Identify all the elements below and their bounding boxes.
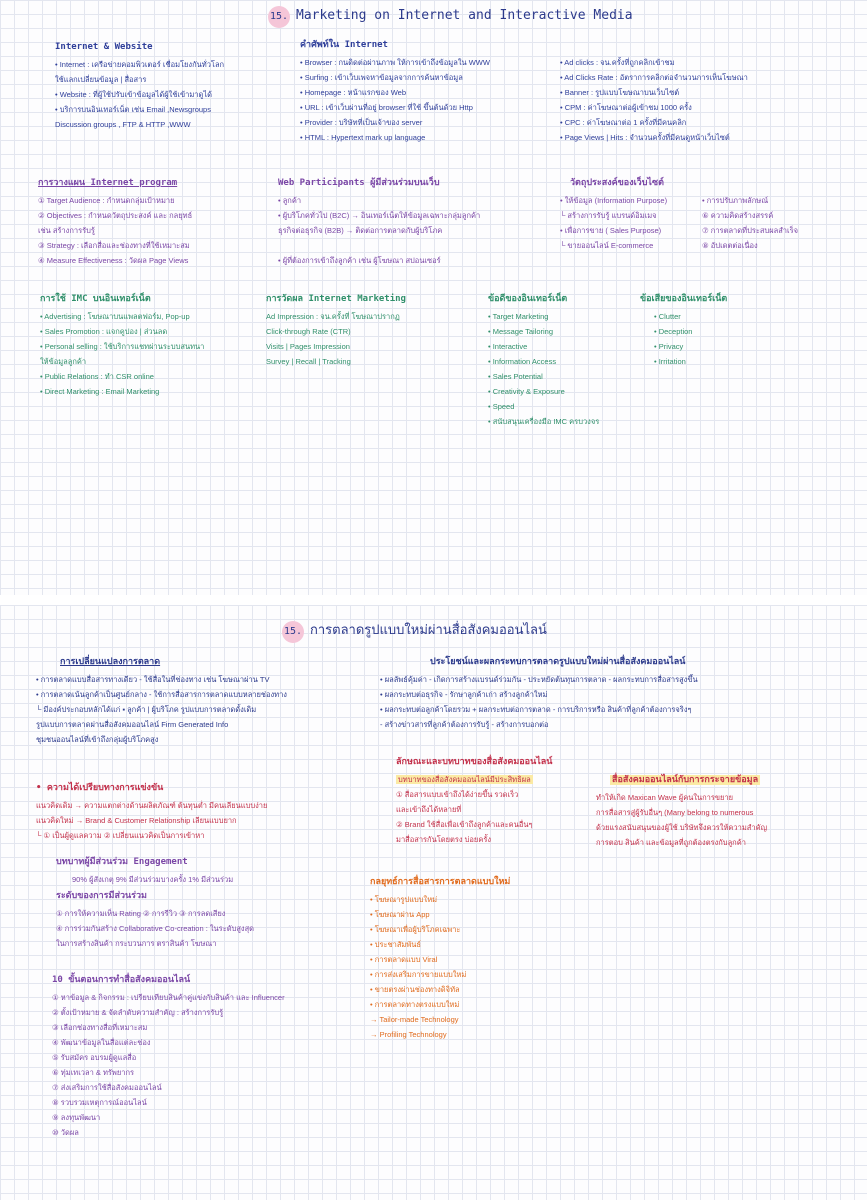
list-item: • Website : ที่ผู้ใช้ปรับเข้าข้อมูลได้ผู้ใช้เข้ามาดูได้ [55, 90, 212, 99]
list-item: • โฆษณาผ่าน App [370, 910, 430, 919]
list-item: ③ Strategy : เลือกสื่อและช่องทางที่ใช้เหมาะสม [38, 241, 190, 250]
section-heading: การวางแผน Internet program [38, 178, 178, 188]
list-item: - สร้างข่าวสารที่ลูกค้าต้องการรับรู้ - สร้างการบอกต่อ [380, 720, 549, 729]
list-item: └ ① เป็นผู้ดูแลความ ② เปลี่ยนแนวคิดเป็นการเข้าหา [36, 831, 205, 840]
section-heading: ประโยชน์และผลกระทบการตลาดรูปแบบใหม่ผ่านสื่อสังคมออนไลน์ [430, 657, 686, 667]
list-item: • Browser : กนดิดต่อผ่านภาพ ให้การเข้าถึงข้อมูลใน WWW [300, 58, 490, 67]
note-page-1 [0, 0, 867, 595]
list-item: • CPM : ค่าโฆษณาต่อผู้เข้าชม 1000 ครั้ง [560, 103, 692, 112]
list-item: การตอบ สินค้า และข้อมูลที่ถูกต้องตรงกับลูกค้า [596, 838, 746, 847]
list-item: • CPC : ค่าโฆษณาต่อ 1 ครั้งที่มีคนคลิก [560, 118, 687, 127]
section-heading: 10 ขั้นตอนการทำสื่อสังคมออนไลน์ [52, 975, 191, 985]
advantages-section [488, 292, 648, 429]
page-separator [0, 595, 867, 605]
list-item: • Advertising : โฆษณาบนแพลตฟอร์ม, Pop-up [40, 312, 190, 321]
list-item: • Speed [488, 402, 515, 411]
list-item: Ad Impression : จน.ครั้งที่ โฆษณาปรากฏ [266, 312, 400, 321]
list-item: ④ Measure Effectiveness : วัดผล Page Views [38, 256, 189, 265]
list-item: └ สร้างการรับรู้ แบรนด์อิมเมจ [560, 211, 657, 220]
ad-terms-section [560, 55, 860, 145]
list-item: ⑤ รับสมัคร อบรมผู้ดูแลสื่อ [52, 1053, 137, 1062]
section-heading: Internet & Website [55, 42, 153, 52]
list-item: • ผลลัพธ์คุ้มค่า - เกิดการสร้างแบรนด์ร่วมกัน - ประหยัดต้นทุนการตลาด - ผลกระทบการสื่อสารสูงขึ้น [380, 675, 698, 684]
list-item: Visits | Pages Impression [266, 342, 350, 351]
list-item: • Target Marketing [488, 312, 549, 321]
section-heading: บทบาทผู้มีส่วนร่วม Engagement [56, 857, 188, 867]
list-item: ② Objectives : กำหนดวัตถุประสงค์ และ กลยุทธ์ [38, 211, 193, 220]
engagement-section [56, 855, 376, 951]
list-item: • Personal selling : ใช้บริการแชทผ่านระบบสนทนา [40, 342, 205, 351]
info-flow-section [596, 773, 861, 850]
list-item: ① Target Audience : กำหนดกลุ่มเป้าหมาย [38, 196, 175, 205]
characteristics-section [396, 755, 606, 847]
list-item: • Homepage : หน้าแรกของ Web [300, 88, 406, 97]
list-item: ให้ข้อมูลลูกค้า [40, 357, 87, 366]
list-item: • HTML : Hypertext mark up language [300, 133, 426, 142]
list-item: • การตลาดเน้นลูกค้าเป็นศูนย์กลาง - ใช้การสื่อสารการตลาดแบบหลายช่องทาง [36, 690, 287, 699]
competition-section [36, 781, 386, 843]
section-heading: การเปลี่ยนแปลงการตลาด [60, 657, 161, 667]
list-item: • Surfing : เข้าเว็บเพจหาข้อมูลจากการค้นหาข้อมูล [300, 73, 463, 82]
list-item: • ขายตรงผ่านช่องทางดิจิทัล [370, 985, 460, 994]
section-heading: การใช้ IMC บนอินเทอร์เน็ต [40, 294, 151, 304]
list-item: ① การให้ความเห็น Rating ② การรีวิว ③ การลดเสียง [56, 909, 226, 918]
internet-terms-section [300, 38, 550, 145]
title-number-badge: 15. [282, 621, 304, 643]
engagement-ratio: 90% ผู้สังเกตุ 9% มีส่วนร่วมบางครั้ง 1% มีส่วนร่วม [72, 875, 234, 884]
list-item: ① สื่อสารแบบเข้าถึงได้ง่ายขึ้น รวดเร็ว [396, 790, 519, 799]
list-item: • Clutter [654, 312, 681, 321]
page-1-title: 15. Marketing on Internet and Interactive Media [268, 6, 633, 28]
ten-steps-section [52, 973, 372, 1140]
section-heading: Web Participants ผู้มีส่วนร่วมบนเว็บ [278, 178, 440, 188]
list-item: • การตลาดแบบสื่อสารทางเดียว - ใช้สื่อในที่ช่องทาง เช่น โฆษณาผ่าน TV [36, 675, 270, 684]
list-item: • Sales Promotion : แจกคูปอง | ส่วนลด [40, 327, 168, 336]
list-item: ⑥ ความคิดสร้างสรรค์ [702, 211, 774, 220]
list-item: • Information Access [488, 357, 557, 366]
list-item: ① หาข้อมูล & กิจกรรม : เปรียบเทียบสินค้าคู่แข่งกับสินค้า และ Influencer [52, 993, 285, 1002]
list-item: • ให้ข้อมูล (Information Purpose) [560, 196, 668, 205]
list-item: • Message Tailoring [488, 327, 554, 336]
list-item: ⑦ ส่งเสริมการใช้สื่อสังคมออนไลน์ [52, 1083, 162, 1092]
list-item: • โฆษณารูปแบบใหม่ [370, 895, 438, 904]
section-heading: กลยุทธ์การสื่อสารการตลาดแบบใหม่ [370, 877, 511, 887]
list-item: • Deception [654, 327, 693, 336]
list-item: เช่น สร้างการรับรู้ [38, 226, 95, 235]
list-item: ⑧ อัปเดตต่อเนื่อง [702, 241, 758, 250]
benefits-section [380, 655, 860, 732]
list-item: มาสื่อสารกันโดยตรง บ่อยครั้ง [396, 835, 492, 844]
list-item: • Sales Potential [488, 372, 543, 381]
list-item: • โฆษณาเพื่อผู้บริโภคเฉพาะ [370, 925, 461, 934]
list-item: Discussion groups , FTP & HTTP ,WWW [55, 120, 191, 129]
list-item: ⑩ วัดผล [52, 1128, 79, 1137]
section-heading: ลักษณะและบทบาทของสื่อสังคมออนไลน์ [396, 757, 553, 767]
list-item: • Provider : บริษัทที่เป็นเจ้าของ server [300, 118, 423, 127]
measure-section [266, 292, 466, 369]
list-item: Click-through Rate (CTR) [266, 327, 351, 336]
market-change-section [36, 655, 406, 747]
list-item [278, 238, 548, 253]
list-item: • Internet : เครือข่ายคอมพิวเตอร์ เชื่อมโยงกันทั่วโลก [55, 60, 225, 69]
disadvantages-section [640, 292, 790, 369]
list-item: • ผู้บริโภคทั่วไป (B2C) → อินเทอร์เน็ตให้ข้อมูลเฉพาะกลุ่มลูกค้า [278, 211, 481, 220]
list-item: แนวคิดเดิม → ความแตกต่างด้านผลิตภัณฑ์ ต้นทุนต่ำ มีคนเลียนแบบง่าย [36, 801, 268, 810]
list-item: ⑧ รวบรวมเหตุการณ์ออนไลน์ [52, 1098, 147, 1107]
list-item: → Tailor-made Technology [370, 1015, 459, 1024]
list-item: └ มีองค์ประกอบหลักได้แก่ ▪ ลูกค้า | ผู้บริโภค รูปแบบการตลาดดั้งเดิม [36, 705, 257, 714]
list-item: ด้วยแรงสนับสนุนของผู้ใช้ บริษัทจึงควรให้ความสำคัญ [596, 823, 767, 832]
list-item: ③ เลือกช่องทางสื่อที่เหมาะสม [52, 1023, 148, 1032]
web-participants-section [278, 176, 548, 268]
list-item: • Privacy [654, 342, 684, 351]
list-item: • ลูกค้า [278, 196, 302, 205]
new-tools-section [370, 875, 600, 1042]
internet-program-section [38, 176, 268, 268]
list-item: • บริการบนอินเทอร์เน็ต เช่น Email ,Newsgroups [55, 105, 211, 114]
list-item: ④ พัฒนาข้อมูลในสื่อแต่ละช่อง [52, 1038, 151, 1047]
list-item: ② ตั้งเป้าหมาย & จัดลำดับความสำคัญ : สร้างการรับรู้ [52, 1008, 224, 1017]
list-item: • Public Relations : ทำ CSR online [40, 372, 154, 381]
list-item: การสื่อสารสู่ผู้รับอื่นๆ (Many belong to numerous [596, 808, 754, 817]
section-heading: สื่อสังคมออนไลน์กับการกระจายข้อมูล [612, 775, 759, 785]
list-item: ⑥ ทุ่มเทเวลา & ทรัพยากร [52, 1068, 135, 1077]
list-item: • การส่งเสริมการขายแบบใหม่ [370, 970, 467, 979]
list-item: รูปแบบการตลาดผ่านสื่อสังคมออนไลน์ Firm Generated Info [36, 720, 229, 729]
list-item: และเข้าถึงได้หลายที่ [396, 805, 462, 814]
list-item: • เพื่อการขาย ( Sales Purpose) [560, 226, 662, 235]
list-item: ทำให้เกิด Maxican Wave ผู้คนในการขยาย [596, 793, 734, 802]
list-item: • การปรับภาพลักษณ์ [702, 196, 769, 205]
note-page-2 [0, 605, 867, 1200]
title-number-badge: 15. [268, 6, 290, 28]
list-item: ใช้แลกเปลี่ยนข้อมูล | สื่อสาร [55, 75, 147, 84]
list-item: • Interactive [488, 342, 528, 351]
list-item: ธุรกิจต่อธุรกิจ (B2B) → ติดต่อการตลาดกับผู้บริโภค [278, 226, 443, 235]
list-item: └ ขายออนไลน์ E-commerce [560, 241, 654, 250]
list-item: ④ การร่วมกันสร้าง Collaborative Co-creation : ในระดับสูงสุด [56, 924, 255, 933]
list-item: • Irritation [654, 357, 686, 366]
list-item: ⑨ ลงทุนพัฒนา [52, 1113, 101, 1122]
list-item: ② Brand ใช้สื่อเพื่อเข้าถึงลูกค้าและคนอื่นๆ [396, 820, 533, 829]
list-item: • URL : เข้าเว็บผ่านที่อยู่ browser ที่ใช้ ขึ้นต้นด้วย Http [300, 103, 473, 112]
list-item: • Banner : รูปแบบโฆษณาบนเว็บไซต์ [560, 88, 680, 97]
website-purpose-section [560, 176, 860, 253]
list-item: Survey | Recall | Tracking [266, 357, 351, 366]
list-item: แนวคิดใหม่ → Brand & Customer Relationship เลียนแบบยาก [36, 816, 237, 825]
imc-internet-section [40, 292, 265, 399]
list-item: • ประชาสัมพันธ์ [370, 940, 421, 949]
section-heading: ข้อดีของอินเทอร์เน็ต [488, 294, 568, 304]
list-item: • Page Views | Hits : จำนวนครั้งที่มีคนดูหน้าเว็บไซต์ [560, 133, 730, 142]
list-item: • Creativity & Exposure [488, 387, 565, 396]
list-item: ชุมชนออนไลน์ที่เข้าถึงกลุ่มผู้บริโภคสูง [36, 735, 159, 744]
section-heading: การวัดผล Internet Marketing [266, 294, 406, 304]
highlighted-subheading: บทบาทของสื่อสังคมออนไลน์มีประสิทธิผล [398, 775, 531, 784]
internet-website-section [55, 40, 275, 132]
page-2-title: 15. การตลาดรูปแบบใหม่ผ่านสื่อสังคมออนไลน์ [282, 619, 547, 643]
list-item: • ผลกระทบต่อลูกค้าโดยรวม + ผลกระทบต่อการตลาด - การบริการหรือ สินค้าที่ลูกค้าต้องการจริงๆ [380, 705, 692, 714]
section-heading: คำศัพท์ใน Internet [300, 40, 388, 50]
section-heading: ข้อเสียของอินเทอร์เน็ต [640, 294, 728, 304]
section-subheading: ระดับของการมีส่วนร่วม [56, 891, 147, 901]
list-item: • Ad Clicks Rate : อัตราการคลิกต่อจำนวนการเห็นโฆษณา [560, 73, 748, 82]
list-item: • Ad clicks : จน.ครั้งที่ถูกคลิกเข้าชม [560, 58, 675, 67]
list-item: ⑦ การตลาดที่ประสบผลสำเร็จ [702, 226, 799, 235]
list-item: ในการสร้างสินค้า กระบวนการ ตราสินค้า โฆษณา [56, 939, 217, 948]
list-item: • การตลาดทางตรงแบบใหม่ [370, 1000, 460, 1009]
section-heading: • ความได้เปรียบทางการแข่งขัน [36, 783, 164, 793]
list-item: • Direct Marketing : Email Marketing [40, 387, 160, 396]
list-item: • สนับสนุนเครื่องมือ IMC ครบวงจร [488, 417, 600, 426]
list-item: • ผู้ที่ต้องการเข้าถึงลูกค้า เช่น ผู้โฆษณา สปอนเซอร์ [278, 256, 441, 265]
list-item: • ผลกระทบต่อธุรกิจ - รักษาลูกค้าเก่า สร้างลูกค้าใหม่ [380, 690, 548, 699]
section-heading: วัตถุประสงค์ของเว็บไซต์ [570, 178, 664, 188]
list-item: • การตลาดแบบ Viral [370, 955, 438, 964]
list-item: → Profiling Technology [370, 1030, 447, 1039]
